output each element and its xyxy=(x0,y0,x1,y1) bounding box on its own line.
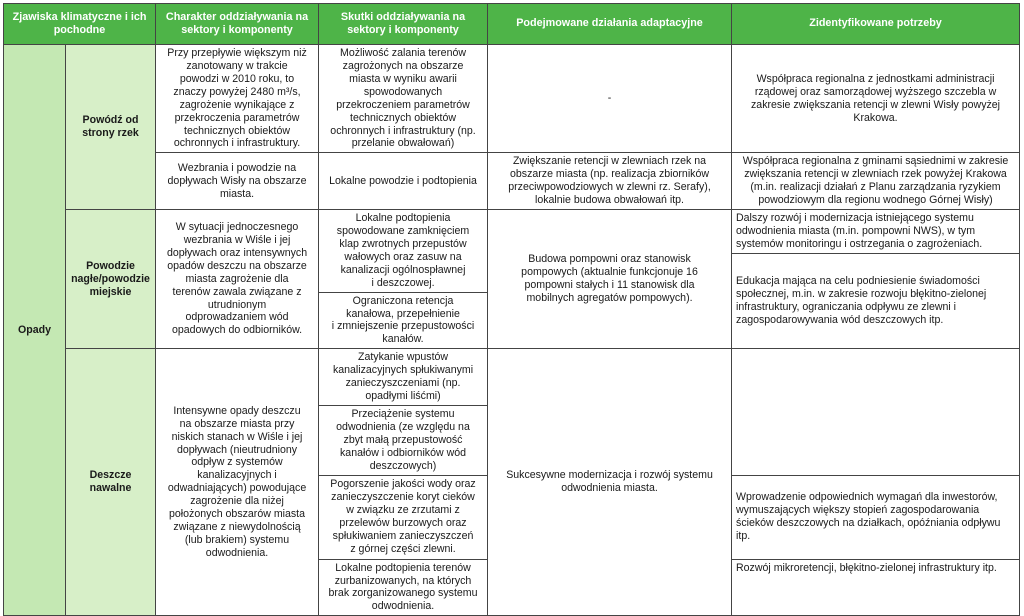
table-row xyxy=(4,210,1020,254)
cell-r2-potrzeby: Współpraca regionalna z gminami sąsiednimi w zakresie zwiększania retencji w zlewniach rzek powyżej Krakowa (m.in. realizacji działań z Planu zarządzania ryzykiem powodziowym dla regionu wodnego Górnej Wisły) xyxy=(732,153,1020,210)
cell-r4-skutki-c: Pogorszenie jakości wody oraz zanieczyszczenie koryt cieków w związku ze zrzutami z przelewów burzowych oraz spłukiwaniem zanieczyszczeń z górnej części zlewni. xyxy=(319,475,488,559)
header-zjawiska: Zjawiska klimatyczne i ich pochodne xyxy=(4,4,156,45)
cell-r4-dzialania: Sukcesywne modernizacja i rozwój systemu odwodnienia miasta. xyxy=(488,349,732,616)
cell-r3-potrzeby-2: Edukacja mająca na celu podniesienie świadomości społecznej, m.in. w zakresie rozwoju błękitno-zielonej infrastruktury, ograniczania odpływu ze zlewni i zagospodarowywania wód deszczowych itp. xyxy=(732,253,1020,348)
header-row xyxy=(4,4,1020,45)
cell-r1-skutki: Możliwość zalania terenów zagrożonych na obszarze miasta w wyniku awarii spowodowanych przekroczeniem parametrów technicznych obiektów ochronnych i infrastruktury (np. przelanie obwałowań) xyxy=(319,45,488,153)
cell-r2-dzialania: Zwiększanie retencji w zlewniach rzek na obszarze miasta (np. realizacja zbiorników przeciwpowodziowych w zlewni rz. Serafy), lokalnie budowa obwałowań itp. xyxy=(488,153,732,210)
table-row xyxy=(4,349,1020,406)
cell-r1-charakter: Przy przepływie większym niż zanotowany w trakcie powodzi w 2010 roku, to znaczy powyżej 2480 m³/s, zagrożenie wynikające z przekroczenia parametrów technicznych obiektów ochronnych i infrastruktury. xyxy=(156,45,319,153)
cell-r4-skutki-a: Zatykanie wpustów kanalizacyjnych spłukiwanymi zanieczyszczeniami (np. opadłymi liśćmi) xyxy=(319,349,488,406)
header-dzialania: Podejmowane działania adaptacyjne xyxy=(488,4,732,45)
cell-r3-skutki-a: Lokalne podtopienia spowodowane zamknięciem klap zwrotnych przepustów wałowych oraz zasuw na kanalizacji ogólnospławnej i deszczowej. xyxy=(319,210,488,293)
climate-adaptation-table-container xyxy=(3,3,1019,613)
cell-r2-charakter: Wezbrania i powodzie na dopływach Wisły na obszarze miasta. xyxy=(156,153,319,210)
cell-r4-charakter: Intensywne opady deszczu na obszarze miasta przy niskich stanach w Wiśle i jej dopływach (nieutrudniony odpływ z systemów kanalizacyjnych i odwadniających) powodujące zagrożenie dla niżej położonych obszarów miasta związane z niewydolnością (lub brakiem) systemu odwodnienia. xyxy=(156,349,319,616)
header-charakter: Charakter oddziaływania na sektory i komponenty xyxy=(156,4,319,45)
cell-r3-potrzeby-1: Dalszy rozwój i modernizacja istniejącego systemu odwodnienia miasta (m.in. pompowni NWS), w tym systemów monitoringu i ostrzegania o zagrożeniach. xyxy=(732,210,1020,254)
subcategory-deszcze: Deszcze nawalne xyxy=(66,349,156,616)
cell-r4-skutki-b: Przeciążenie systemu odwodnienia (ze względu na zbyt małą przepustowość kanałów i odbiorników wód deszczowych) xyxy=(319,405,488,475)
header-potrzeby: Zidentyfikowane potrzeby xyxy=(732,4,1020,45)
cell-r4-skutki-d: Lokalne podtopienia terenów zurbanizowanych, na których brak zorganizowanego systemu odwodnienia. xyxy=(319,559,488,616)
cell-r4-spacer-top xyxy=(732,349,1020,475)
table-row xyxy=(4,45,1020,153)
cell-r3-charakter: W sytuacji jednoczesnego wezbrania w Wiśle i jej dopływach oraz intensywnych opadów deszczu na obszarze miasta zagrożenie dla terenów zawala związane z utrudnionym odprowadzaniem wód opadowych do odbiorników. xyxy=(156,210,319,349)
subcategory-powodz: Powódź od strony rzek xyxy=(66,45,156,210)
table-row xyxy=(4,153,1020,210)
cell-r3-skutki-b: Ograniczona retencja kanałowa, przepełnienie i zmniejszenie przepustowości kanałów. xyxy=(319,292,488,349)
header-skutki: Skutki oddziaływania na sektory i komponenty xyxy=(319,4,488,45)
cell-r1-potrzeby: Współpraca regionalna z jednostkami administracji rządowej oraz samorządowej wyższego szczebla w zakresie zwiększania retencji w zlewni Wisły powyżej Krakowa. xyxy=(732,45,1020,153)
cell-r1-dzialania: - xyxy=(488,45,732,153)
cell-r4-potrzeby-2: Rozwój mikroretencji, błękitno-zielonej infrastruktury itp. xyxy=(732,559,1020,616)
cell-r3-dzialania: Budowa pompowni oraz stanowisk pompowych (aktualnie funkcjonuje 16 pompowni stałych i 11 stanowisk dla mobilnych agregatów pompowych). xyxy=(488,210,732,349)
category-opady: Opady xyxy=(4,45,66,616)
subcategory-nagle: Powodzie nagłe/powodzie miejskie xyxy=(66,210,156,349)
climate-adaptation-table xyxy=(3,3,1020,616)
cell-r2-skutki: Lokalne powodzie i podtopienia xyxy=(319,153,488,210)
cell-r4-potrzeby-1: Wprowadzenie odpowiednich wymagań dla inwestorów, wymuszających większy stopień zagospodarowania ścieków deszczowych na działkach, opóźniania odpływu itp. xyxy=(732,475,1020,559)
